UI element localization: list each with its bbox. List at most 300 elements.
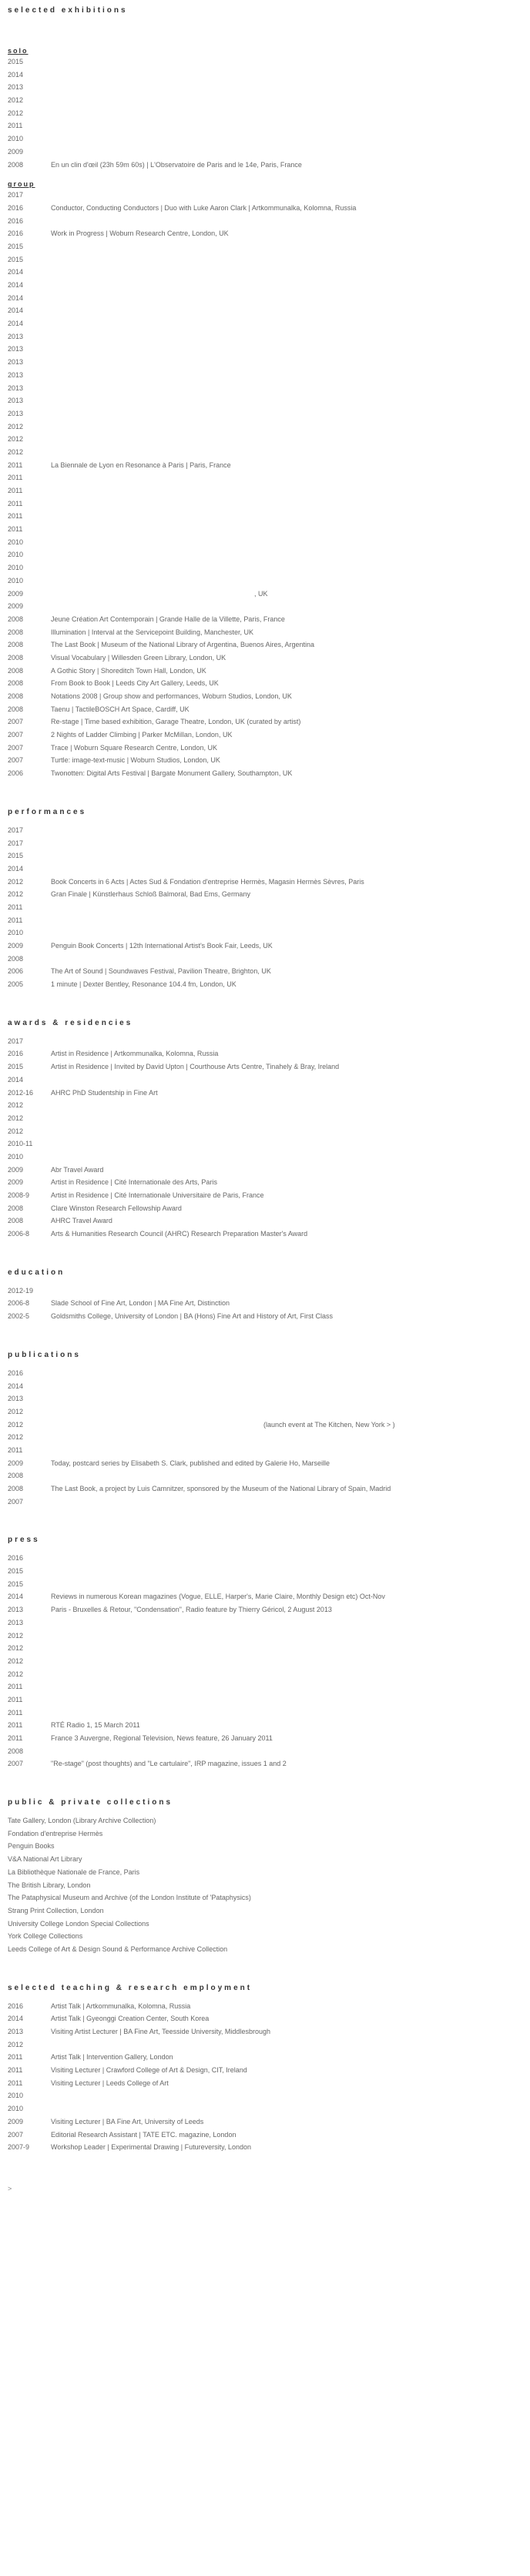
entry-year: 2015 (8, 255, 24, 263)
entry-text: The Last Book, a project by Luis Camnitzer, sponsored by the Museum of the National Library of Spain, Madrid (51, 1485, 391, 1492)
list-item (8, 1668, 516, 1681)
entry-year: 2014 (8, 70, 24, 79)
entry-year: 2011 (8, 2053, 23, 2062)
list-item (8, 665, 516, 678)
collection-item: Strang Print Collection, London (8, 1906, 104, 1914)
list-item (8, 940, 516, 953)
list-item (8, 600, 516, 613)
list-item (8, 926, 516, 940)
education-section (8, 1268, 516, 1323)
list-item (8, 2102, 516, 2115)
collection-item: The British Library, London (8, 1881, 91, 1889)
entry-text: A Gothic Story | Shoreditch Town Hall, London, UK (51, 666, 206, 675)
entry-year: 2017 (8, 839, 24, 847)
entry-year: 2012 (8, 1656, 24, 1665)
list-item (8, 2038, 516, 2052)
entry-year: 2008 (8, 641, 24, 649)
entry-year: 2008 (8, 1217, 24, 1225)
list-item (8, 2141, 516, 2154)
entry-year: 2010-11 (8, 1140, 33, 1148)
list-item (8, 215, 516, 228)
entry-year: 2011 (8, 474, 23, 482)
entry-year: 2013 (8, 1618, 24, 1626)
list-item (8, 459, 516, 472)
list-item (8, 849, 516, 863)
press-section (8, 1536, 516, 1770)
entry-text: Artist Talk | Gyeonggi Creation Center, South Korea (51, 2015, 210, 2023)
list-item (8, 1431, 516, 1444)
list-item (8, 729, 516, 742)
entry-year: 2016 (8, 2002, 24, 2010)
entry-year: 2008 (8, 1485, 24, 1492)
list-item (8, 2000, 516, 2013)
press-list (8, 1552, 516, 1770)
list-item (8, 1552, 516, 1565)
entry-text: Goldsmiths College, University of London | BA (Hons) Fine Art and History of Art, First Class (51, 1312, 333, 1321)
list-item (8, 1457, 516, 1470)
entry-year: 2011 (8, 512, 23, 521)
list-item (8, 1074, 516, 1087)
list-item (8, 1732, 516, 1745)
list-item (8, 292, 516, 305)
collections-section (8, 1798, 516, 1956)
entry-year: 2009 (8, 147, 24, 156)
entry-year: 2017 (8, 826, 24, 834)
entry-text: Book Concerts in 6 Acts | Actes Sud & Fondation d'entreprise Hermès, Magasin Hermès Sèvres, Paris (51, 877, 364, 886)
list-item (8, 146, 516, 159)
list-item (8, 1392, 516, 1405)
collection-item: The Pataphysical Museum and Archive (of the London Institute of 'Pataphysics) (8, 1894, 251, 1902)
entry-year: 2015 (8, 1567, 24, 1576)
entry-year: 2010 (8, 551, 24, 559)
entry-text: , UK (254, 589, 268, 598)
entry-text: Turtle: image-text-music | Woburn Studios, London, UK (51, 756, 220, 765)
list-item (8, 1099, 516, 1112)
list-item (8, 876, 516, 889)
list-item (8, 1680, 516, 1693)
list-item (8, 1137, 516, 1151)
entry-year: 2013 (8, 2028, 24, 2035)
entry-year: 2016 (8, 203, 24, 212)
entry-text: The Last Book | Museum of the National Library of Argentina, Buenos Aires, Argentina (51, 641, 315, 649)
list-item (8, 471, 516, 484)
list-item (8, 1578, 516, 1591)
performances-title: performances (8, 807, 87, 816)
entry-text: Abr Travel Award (51, 1165, 104, 1174)
entry-text: Gran Finale | Künstlerhaus Schloß Balmoral, Bad Ems, Germany (51, 890, 250, 899)
publications-section (8, 1351, 516, 1509)
list-item (8, 742, 516, 755)
entry-year: 2013 (8, 384, 24, 392)
entry-text: "Re-stage" (post thoughts) and "Le cartulaire", IRP magazine, issues 1 and 2 (51, 1760, 287, 1768)
list-item (8, 1616, 516, 1630)
list-item (8, 754, 516, 767)
awards-section (8, 1019, 516, 1241)
entry-year: 2007 (8, 1760, 24, 1768)
entry-text: Paris - Bruxelles & Retour, "Condensation", Radio feature by Thierry Géricol, 2 August 2013 (51, 1606, 332, 1614)
entry-year: 2011 (8, 1445, 23, 1454)
list-item (8, 240, 516, 253)
list-item (8, 1405, 516, 1419)
list-item (8, 1228, 516, 1241)
entry-year: 2009 (8, 602, 24, 611)
list-item (8, 510, 516, 523)
entry-year: 2006 (8, 769, 24, 778)
entry-year: 2015 (8, 1063, 24, 1071)
entry-year: 2015 (8, 58, 24, 65)
list-item (8, 189, 516, 202)
entry-year: 2008 (8, 666, 24, 675)
list-item (8, 202, 516, 215)
entry-year: 2008 (8, 1472, 24, 1480)
list-item (8, 1590, 516, 1603)
list-item (8, 94, 516, 107)
collections-list (8, 1814, 516, 1956)
list-item (8, 1189, 516, 1202)
entry-year: 2008 (8, 628, 24, 636)
collection-item: V&A National Art Library (8, 1855, 82, 1864)
entry-year: 2010 (8, 1152, 24, 1161)
list-item (8, 901, 516, 914)
footer-arrow-link[interactable]: > (8, 2184, 12, 2192)
teaching-list (8, 2000, 516, 2154)
list-item (8, 824, 516, 837)
entry-year: 2015 (8, 1579, 24, 1588)
list-item (8, 703, 516, 716)
entry-year: 2012 (8, 109, 24, 117)
entry-year: 2014 (8, 1593, 24, 1601)
entry-year: 2008 (8, 679, 24, 688)
entry-year: 2011 (8, 487, 23, 494)
list-item (8, 1367, 516, 1380)
entry-text: Visiting Lecturer | Crawford College of Art & Design, CIT, Ireland (51, 2066, 247, 2075)
list-item (8, 1419, 516, 1432)
entry-text: Visual Vocabulary | Willesden Green Library, London, UK (51, 653, 226, 662)
group-exhibitions-section (8, 180, 516, 780)
entry-text: Re-stage | Time based exhibition, Garage Theatre, London, UK (curated by artist) (51, 718, 301, 726)
entry-text: Notations 2008 | Group show and performances, Woburn Studios, London, UK (51, 692, 292, 700)
list-item (8, 1630, 516, 1643)
awards-title: awards & residencies (8, 1018, 133, 1027)
entry-text: (launch event at The Kitchen, New York > ) (263, 1420, 395, 1429)
entry-text: Arts & Humanities Research Council (AHRC) Research Preparation Master's Award (51, 1230, 308, 1238)
publications-list (8, 1367, 516, 1509)
entry-year: 2012 (8, 422, 24, 430)
list-item (8, 626, 516, 639)
entry-year: 2014 (8, 268, 24, 276)
list-item (8, 1297, 516, 1310)
entry-text: Twonotten: Digital Arts Festival | Bargate Monument Gallery, Southampton, UK (51, 769, 293, 778)
list-item (8, 1380, 516, 1393)
list-item (8, 132, 516, 146)
entry-year: 2014 (8, 1382, 24, 1390)
publications-title: publications (8, 1350, 81, 1359)
entry-year: 2010 (8, 929, 24, 937)
list-item (8, 1310, 516, 1323)
entry-text: Visiting Lecturer | BA Fine Art, University of Leeds (51, 2117, 204, 2125)
entry-year: 2007 (8, 718, 24, 726)
entry-text: Workshop Leader | Experimental Drawing | Futureversity, London (51, 2143, 251, 2152)
list-item (8, 863, 516, 876)
collection-item: La Bibliothèque Nationale de France, Paris (8, 1868, 140, 1876)
entry-text: AHRC PhD Studentship in Fine Art (51, 1088, 158, 1097)
collection-item: University College London Special Collections (8, 1919, 149, 1928)
entry-year: 2011 (8, 2066, 23, 2075)
entry-year: 2010 (8, 564, 24, 572)
entry-year: 2016 (8, 1050, 24, 1058)
collections-title: public & private collections (8, 1798, 173, 1807)
entry-year: 2007 (8, 2130, 24, 2139)
entry-year: 2009 (8, 942, 24, 950)
list-item (8, 107, 516, 120)
entry-text: Clare Winston Research Fellowship Award (51, 1204, 182, 1212)
list-item (8, 1214, 516, 1228)
entry-year: 2009 (8, 1178, 24, 1187)
entry-year: 2008 (8, 705, 24, 713)
entry-year: 2016 (8, 1368, 24, 1377)
list-item (8, 1719, 516, 1732)
entry-year: 2008 (8, 692, 24, 700)
entry-year: 2006-8 (8, 1230, 30, 1238)
entry-year: 2009 (8, 589, 24, 598)
entry-year: 2011 (8, 916, 23, 924)
list-item (8, 1642, 516, 1655)
entry-year: 2013 (8, 397, 24, 405)
list-item (8, 2064, 516, 2077)
list-item (8, 382, 516, 395)
entry-year: 2010 (8, 135, 24, 143)
list-item (8, 837, 516, 850)
list-item (8, 1202, 516, 1215)
list-item (8, 767, 516, 780)
entry-year: 2017 (8, 1037, 24, 1045)
list-item (8, 55, 516, 69)
entry-text: AHRC Travel Award (51, 1217, 112, 1225)
list-item (8, 484, 516, 497)
entry-year: 2008 (8, 653, 24, 662)
entry-year: 2013 (8, 409, 24, 417)
list-item (8, 523, 516, 536)
entry-text: Artist in Residence | Cité Internationale des Arts, Paris (51, 1178, 217, 1187)
entry-year: 2007 (8, 731, 24, 739)
education-list (8, 1285, 516, 1323)
list-item (8, 420, 516, 434)
entry-text: The Art of Sound | Soundwaves Festival, Pavilion Theatre, Brighton, UK (51, 967, 271, 976)
awards-list (8, 1035, 516, 1241)
entry-year: 2008 (8, 1747, 24, 1755)
entry-text: Slade School of Fine Art, London | MA Fine Art, Distinction (51, 1299, 230, 1308)
list-item (8, 407, 516, 420)
list-item (8, 317, 516, 330)
entry-text: Editorial Research Assistant | TATE ETC. magazine, London (51, 2130, 236, 2139)
list-item (8, 227, 516, 240)
entry-year: 2010 (8, 576, 24, 585)
entry-year: 2012 (8, 1101, 24, 1110)
entry-year: 2012 (8, 1433, 24, 1442)
collection-item: York College Collections (8, 1932, 83, 1941)
entry-year: 2010 (8, 2092, 24, 2100)
entry-text: Artist in Residence | Cité Internationale Universitaire de Paris, France (51, 1191, 264, 1199)
list-item (8, 1285, 516, 1298)
entry-year: 2011 (8, 461, 23, 469)
solo-subtitle: solo (8, 47, 29, 55)
entry-year: 2013 (8, 332, 24, 340)
entry-year: 2014 (8, 1075, 24, 1084)
entry-year: 2013 (8, 1606, 24, 1614)
entry-year: 2008 (8, 1204, 24, 1212)
entry-year: 2011 (8, 525, 23, 534)
list-item (8, 356, 516, 369)
entry-year: 2008 (8, 615, 24, 623)
entry-year: 2014 (8, 281, 24, 289)
entry-year: 2012 (8, 2040, 24, 2048)
entry-year: 2006 (8, 967, 24, 976)
collection-item: Penguin Books (8, 1842, 55, 1851)
entry-year: 2012 (8, 96, 24, 105)
list-item (8, 446, 516, 459)
list-item (8, 638, 516, 652)
entry-year: 2014 (8, 2015, 24, 2023)
entry-year: 2012-19 (8, 1286, 34, 1295)
entry-year: 2012 (8, 1631, 24, 1640)
entry-text: 1 minute | Dexter Bentley, Resonance 104.4 fm, London, UK (51, 980, 236, 989)
entry-text: Penguin Book Concerts | 12th International Artist's Book Fair, Leeds, UK (51, 942, 273, 950)
entry-year: 2008 (8, 160, 24, 169)
entry-year: 2014 (8, 307, 24, 315)
list-item (8, 1151, 516, 1164)
list-item (8, 266, 516, 279)
list-item (8, 574, 516, 588)
list-item (8, 914, 516, 927)
entry-year: 2007 (8, 756, 24, 765)
entry-year: 2013 (8, 370, 24, 379)
list-item (8, 1060, 516, 1074)
entry-text: Taenu | TactileBOSCH Art Space, Cardiff, UK (51, 705, 190, 713)
entry-year: 2009 (8, 1165, 24, 1174)
performances-section (8, 808, 516, 991)
entry-year: 2008-9 (8, 1191, 30, 1199)
list-item (8, 343, 516, 356)
entry-text: Artist Talk | Artkommunalka, Kolomna, Russia (51, 2002, 191, 2010)
collection-item: Fondation d'entreprise Hermès (8, 1829, 103, 1837)
entry-year: 2010 (8, 538, 24, 546)
list-item (8, 1112, 516, 1125)
entry-year: 2015 (8, 852, 24, 860)
list-item (8, 279, 516, 292)
list-item (8, 715, 516, 729)
list-item (8, 69, 516, 82)
entry-year: 2011 (8, 2079, 23, 2087)
entry-year: 2013 (8, 358, 24, 367)
entry-text: Artist in Residence | Artkommunalka, Kolomna, Russia (51, 1050, 219, 1058)
entry-year: 2002-5 (8, 1312, 30, 1321)
list-item (8, 1176, 516, 1189)
collection-item: Tate Gallery, London (Library Archive Collection) (8, 1817, 156, 1825)
entry-text: RTÉ Radio 1, 15 March 2011 (51, 1721, 140, 1730)
list-item (8, 330, 516, 343)
entry-year: 2012 (8, 1114, 24, 1122)
entry-year: 2012 (8, 890, 24, 899)
entry-text: Jeune Création Art Contemporain | Grande Halle de la Villette, Paris, France (51, 615, 285, 623)
entry-text: 2 Nights of Ladder Climbing | Parker McMillan, London, UK (51, 731, 233, 739)
list-item (8, 548, 516, 561)
list-item (8, 588, 516, 601)
entry-year: 2013 (8, 83, 24, 92)
list-item (8, 1496, 516, 1509)
list-item (8, 394, 516, 407)
entry-text: Conductor, Conducting Conductors | Duo with Luke Aaron Clark | Artkommunalka, Kolomna, Russia (51, 203, 357, 212)
entry-year: 2012-16 (8, 1088, 34, 1097)
entry-year: 2014 (8, 320, 24, 328)
entry-text: Work in Progress | Woburn Research Centre, London, UK (51, 229, 229, 238)
entry-year: 2011 (8, 1683, 23, 1691)
list-item (8, 2025, 516, 2038)
entry-year: 2016 (8, 229, 24, 238)
list-item (8, 433, 516, 446)
entry-year: 2005 (8, 980, 24, 989)
teaching-section (8, 1984, 516, 2154)
list-item (8, 1125, 516, 1138)
list-item (8, 119, 516, 132)
list-item (8, 1469, 516, 1482)
list-item (8, 2012, 516, 2025)
entry-year: 2007-9 (8, 2143, 30, 2152)
entry-text: En un clin d'œil (23h 59m 60s) | L'Observatoire de Paris and le 14e, Paris, France (51, 160, 302, 169)
list-item (8, 965, 516, 978)
entry-text: La Biennale de Lyon en Resonance à Paris | Paris, France (51, 461, 231, 469)
list-item (8, 2077, 516, 2090)
solo-list (8, 55, 516, 171)
entry-year: 2009 (8, 1459, 24, 1467)
entry-year: 2012 (8, 447, 24, 456)
list-item (8, 2115, 516, 2129)
list-item (8, 1655, 516, 1668)
entry-year: 2008 (8, 954, 24, 963)
group-subtitle: group (8, 180, 35, 189)
list-item (8, 888, 516, 901)
entry-year: 2011 (8, 1708, 23, 1717)
list-item (8, 1444, 516, 1457)
entry-year: 2011 (8, 1721, 23, 1730)
solo-exhibitions-section (8, 47, 516, 171)
entry-year: 2009 (8, 2117, 24, 2125)
list-item (8, 304, 516, 317)
entry-year: 2011 (8, 122, 23, 130)
entry-year: 2013 (8, 345, 24, 353)
press-title: press (8, 1536, 40, 1545)
page-title: selected exhibitions (8, 6, 128, 15)
entry-year: 2014 (8, 864, 24, 873)
list-item (8, 613, 516, 626)
list-item (8, 1565, 516, 1578)
list-item (8, 2051, 516, 2064)
list-item (8, 81, 516, 94)
list-item (8, 1745, 516, 1758)
entry-year: 2012 (8, 1670, 24, 1678)
list-item (8, 652, 516, 665)
list-item (8, 1693, 516, 1707)
entry-year: 2011 (8, 1734, 23, 1742)
entry-text: Artist in Residence | Invited by David Upton | Courthouse Arts Centre, Tinahely & Bray, Ireland (51, 1063, 340, 1071)
list-item (8, 1164, 516, 1177)
list-item (8, 536, 516, 549)
list-item (8, 1087, 516, 1100)
entry-text: Trace | Woburn Square Research Centre, London, UK (51, 743, 217, 752)
entry-text: France 3 Auvergne, Regional Television, News feature, 26 January 2011 (51, 1734, 273, 1742)
entry-year: 2012 (8, 1644, 24, 1653)
entry-year: 2010 (8, 2105, 24, 2113)
list-item (8, 497, 516, 511)
